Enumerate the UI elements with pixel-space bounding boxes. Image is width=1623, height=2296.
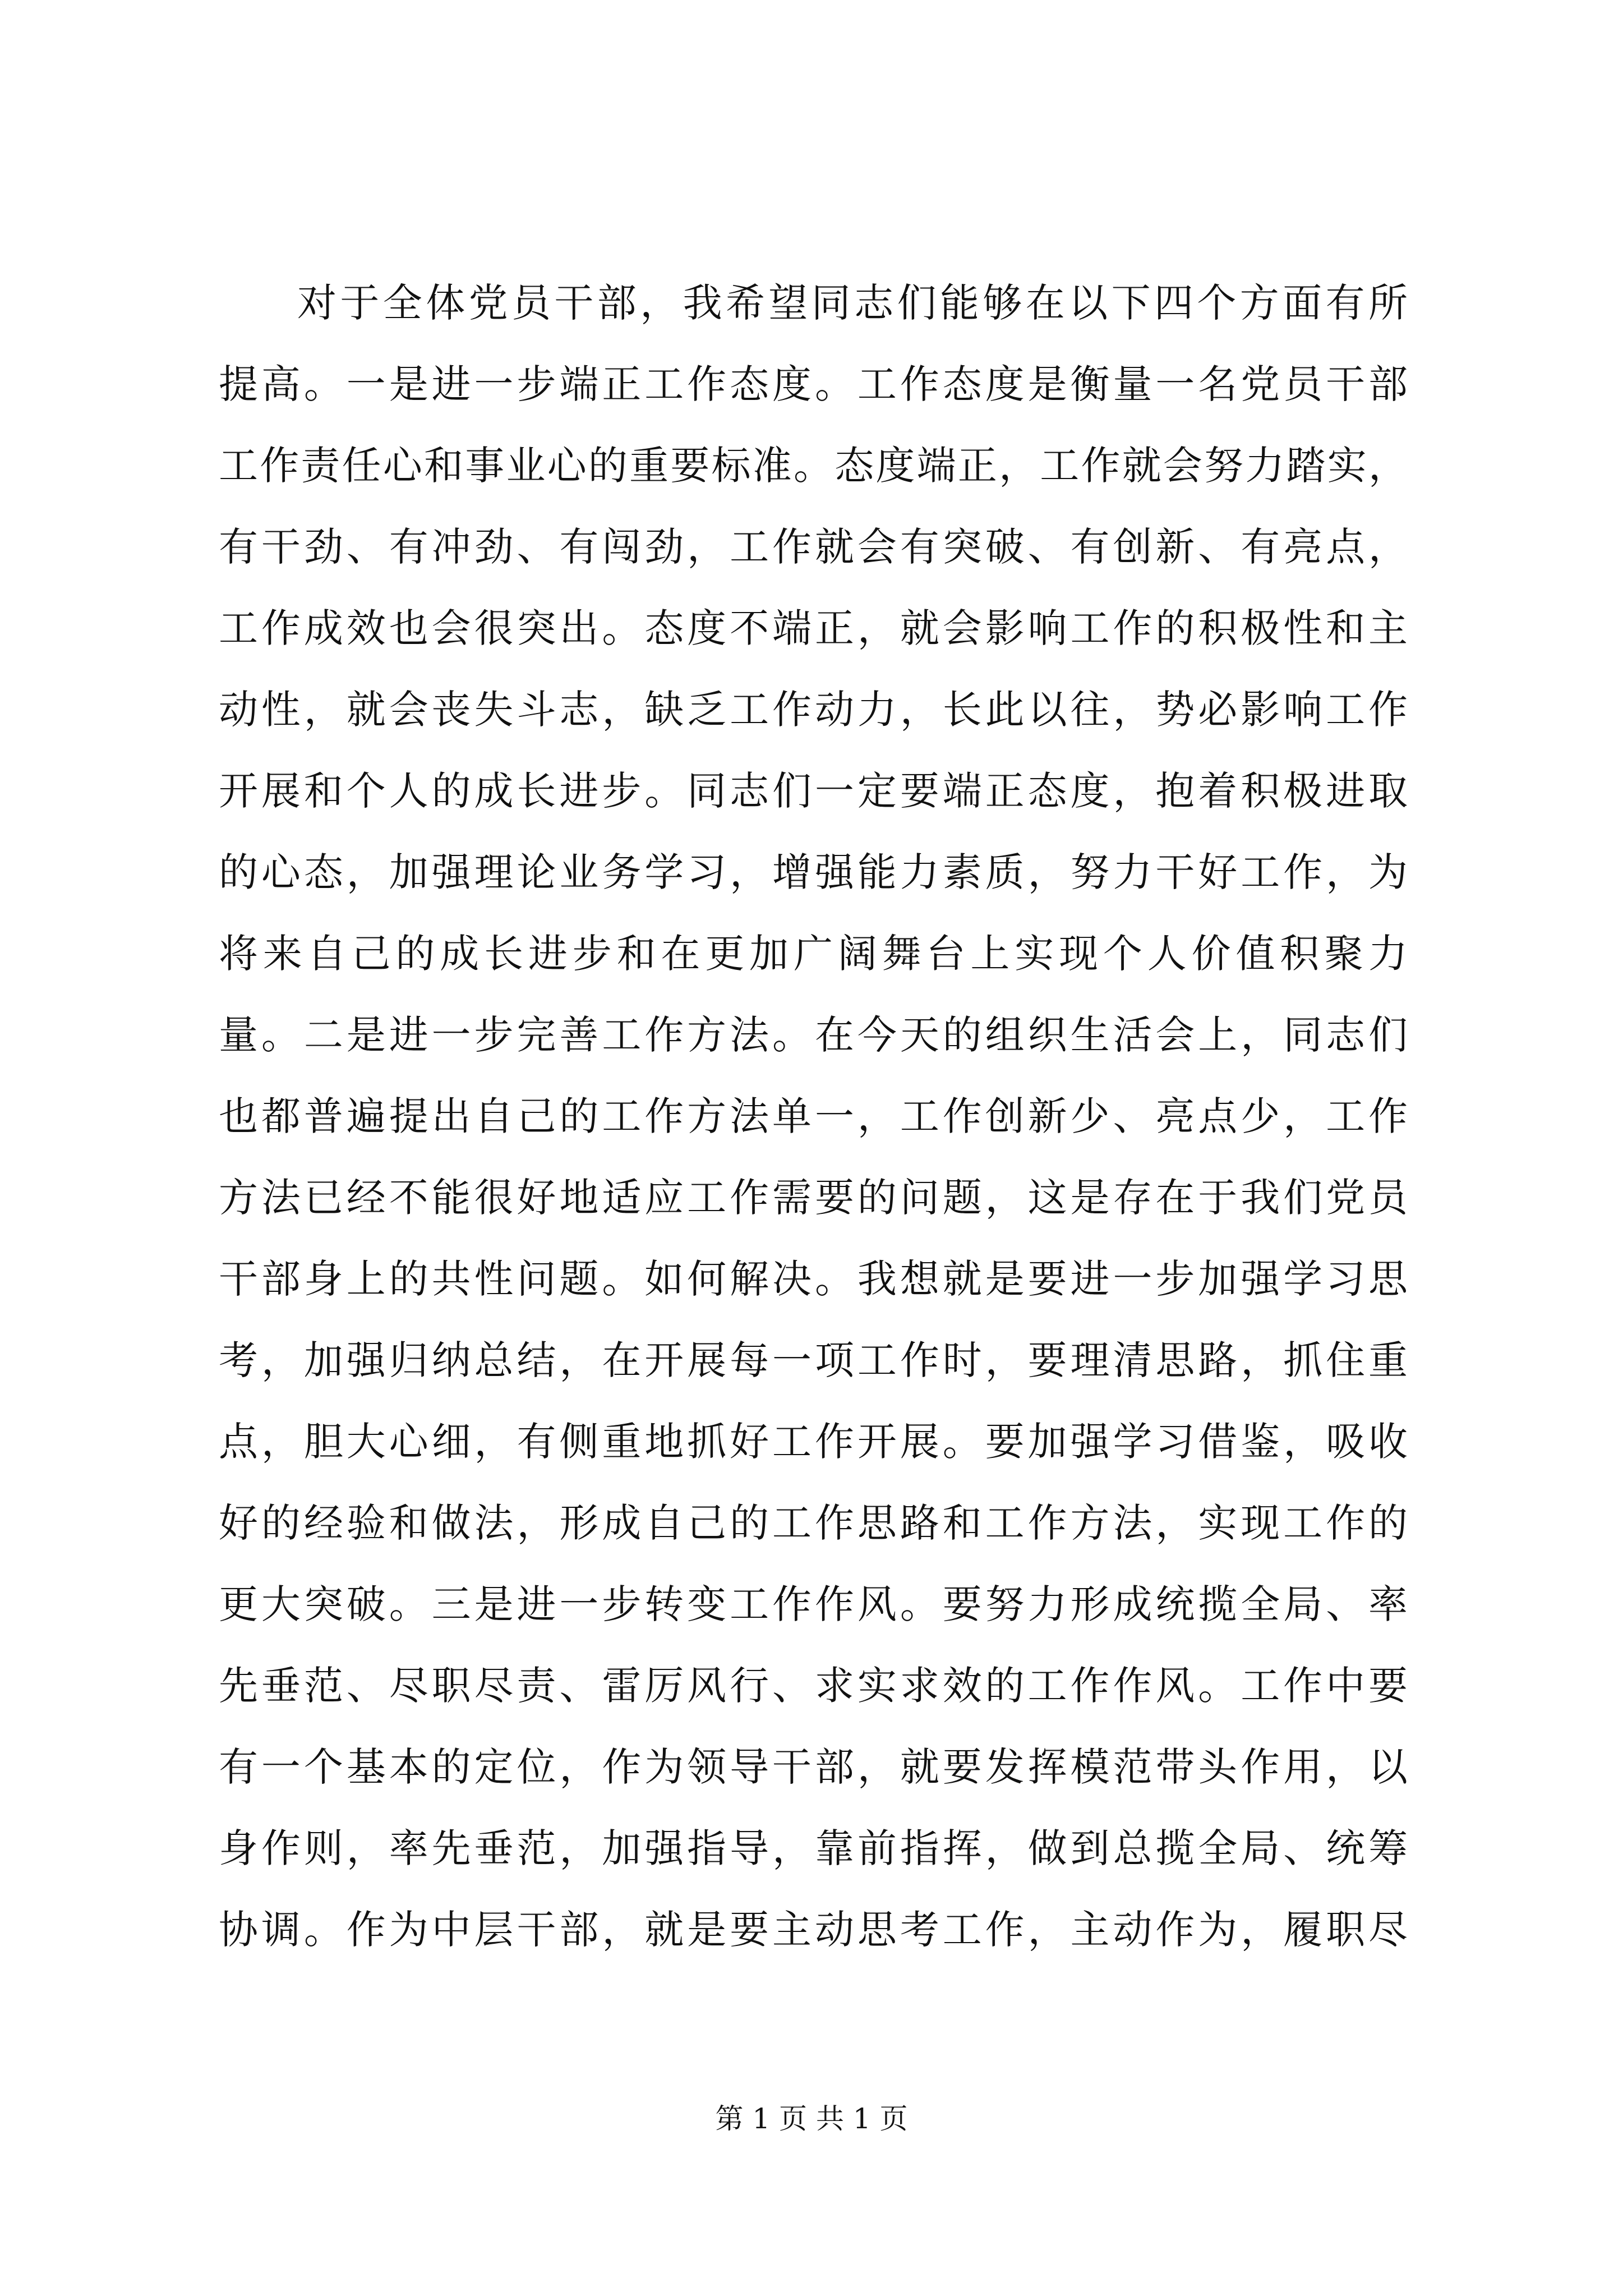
paragraph-line: 更大突破。三是进一步转变工作作风。要努力形成统揽全局、率 bbox=[219, 1581, 1408, 1627]
paragraph-line: 先垂范、尽职尽责、雷厉风行、求实求效的工作作风。工作中要 bbox=[219, 1663, 1408, 1709]
paragraph-line: 开展和个人的成长进步。同志们一定要端正态度，抱着积极进取 bbox=[219, 768, 1408, 814]
paragraph-line: 好的经验和做法，形成自己的工作思路和工作方法，实现工作的 bbox=[219, 1500, 1408, 1546]
paragraph-line: 动性，就会丧失斗志，缺乏工作动力，长此以往，势必影响工作 bbox=[219, 687, 1408, 733]
paragraph-line: 的心态，加强理论业务学习，增强能力素质，努力干好工作，为 bbox=[219, 849, 1408, 895]
paragraph-line: 提高。一是进一步端正工作态度。工作态度是衡量一名党员干部 bbox=[219, 361, 1408, 407]
paragraph-line: 工作责任心和事业心的重要标准。态度端正，工作就会努力踏实， bbox=[219, 443, 1408, 489]
paragraph-line: 协调。作为中层干部，就是要主动思考工作，主动作为，履职尽 bbox=[219, 1907, 1408, 1953]
paragraph-line: 有一个基本的定位，作为领导干部，就要发挥模范带头作用，以 bbox=[219, 1744, 1408, 1790]
paragraph-line: 量。二是进一步完善工作方法。在今天的组织生活会上，同志们 bbox=[219, 1012, 1408, 1058]
body-paragraph bbox=[219, 263, 1408, 1971]
paragraph-line: 身作则，率先垂范，加强指导，靠前指挥，做到总揽全局、统筹 bbox=[219, 1825, 1408, 1871]
paragraph-line: 点，胆大心细，有侧重地抓好工作开展。要加强学习借鉴，吸收 bbox=[219, 1419, 1408, 1465]
paragraph-line: 对于全体党员干部，我希望同志们能够在以下四个方面有所 bbox=[297, 280, 1408, 326]
paragraph-line: 将来自己的成长进步和在更加广阔舞台上实现个人价值积聚力 bbox=[219, 931, 1408, 977]
paragraph-line: 也都普遍提出自己的工作方法单一，工作创新少、亮点少，工作 bbox=[219, 1093, 1408, 1139]
page-footer: 第 1 页 共 1 页 bbox=[715, 2102, 908, 2135]
paragraph-line: 方法已经不能很好地适应工作需要的问题，这是存在于我们党员 bbox=[219, 1175, 1408, 1221]
paragraph-line: 有干劲、有冲劲、有闯劲，工作就会有突破、有创新、有亮点， bbox=[219, 524, 1408, 570]
paragraph-line: 考，加强归纳总结，在开展每一项工作时，要理清思路，抓住重 bbox=[219, 1337, 1408, 1383]
paragraph-line: 工作成效也会很突出。态度不端正，就会影响工作的积极性和主 bbox=[219, 605, 1408, 651]
paragraph-line: 干部身上的共性问题。如何解决。我想就是要进一步加强学习思 bbox=[219, 1256, 1408, 1302]
